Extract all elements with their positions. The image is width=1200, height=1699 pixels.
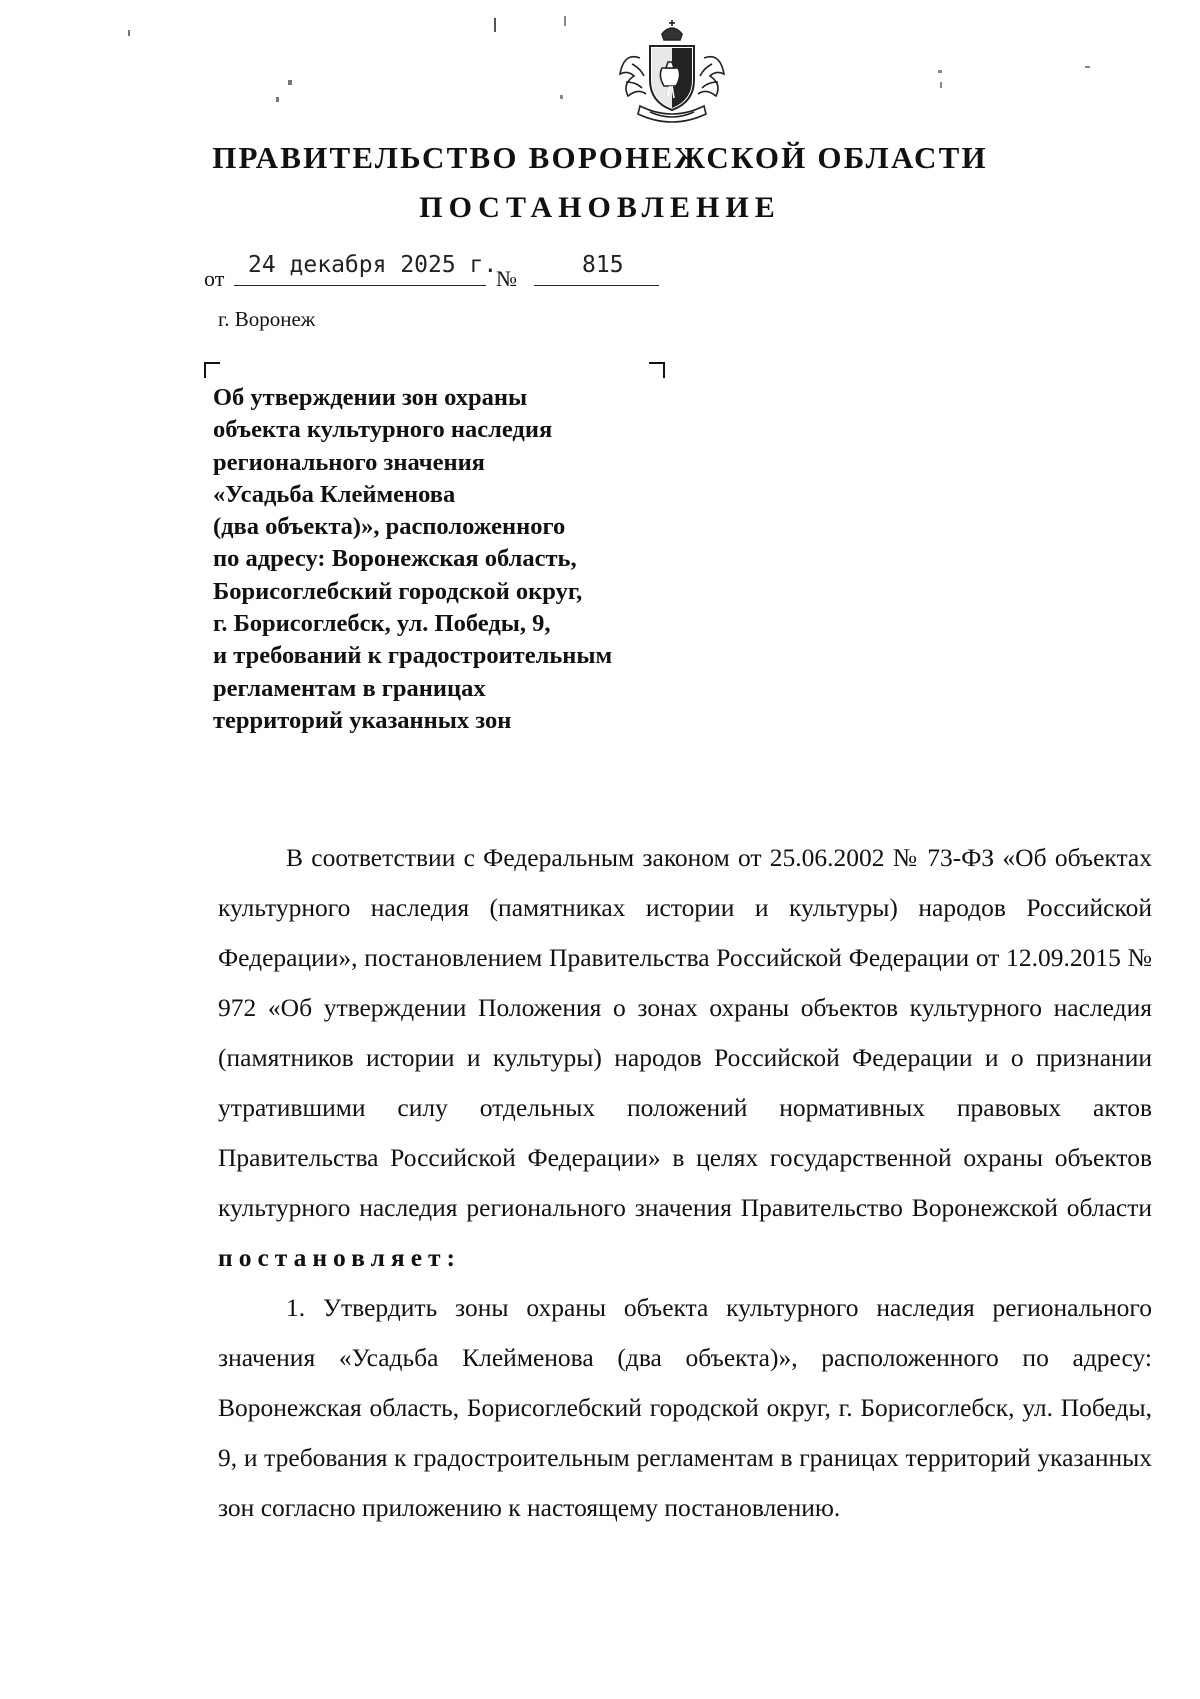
title-line: по адресу: Воронежская область, xyxy=(213,545,577,573)
title-line: объекта культурного наследия xyxy=(213,416,553,444)
city-name: г. Воронеж xyxy=(218,307,316,331)
title-line: Об утверждении зон охраны xyxy=(213,384,528,411)
document-number: 815 xyxy=(582,252,624,278)
date-underline xyxy=(234,285,486,286)
title-line: регионального значения xyxy=(213,448,485,476)
preamble-text: В соответствии с Федеральным законом от 25.06.2002 № 73-ФЗ «Об объектах культурного наследия (памятниках истории и культуры) народов Российской Федерации», постановлением Правительства Российской Федерации от 12.09.2015 № 972 «Об утверждении Положения о зонах охраны объектов культурного наследия (памятников истории и культуры) народов Российской Федерации и о признании утратившими силу отдельных положений нормативных правовых актов Правительства Российской Федерации» в целях государственной охраны объектов культурного наследия регионального значения Правительство Воронежской области xyxy=(218,843,1152,1222)
title-line: г. Борисоглебск, ул. Победы, 9, xyxy=(213,610,551,638)
preamble-paragraph xyxy=(218,833,1152,1283)
document-body xyxy=(218,833,1152,1533)
title-line: «Усадьба Клейменова xyxy=(213,480,456,508)
document-date: 24 декабря 2025 г. xyxy=(248,252,498,278)
title-corner-right-mark xyxy=(649,362,665,378)
title-corner-left-mark xyxy=(204,362,220,378)
decree-word: постановляет: xyxy=(218,1243,462,1272)
date-prefix: от xyxy=(204,266,225,291)
document-type: ПОСТАНОВЛЕНИЕ xyxy=(419,191,781,224)
voronezh-coat-of-arms-icon xyxy=(610,18,734,130)
date-number-line xyxy=(204,252,674,292)
title-line: и требований к градостроительным xyxy=(213,642,613,670)
title-line: регламентам в границах xyxy=(213,674,486,702)
item-1-paragraph: 1. Утвердить зоны охраны объекта культурного наследия регионального значения «Усадьба Клейменова (два объекта)», расположенного по адресу: Воронежская область, Борисоглебский городской округ, г. Борисоглебск, ул. Победы, 9, и требования к градостроительным регламентам в границах территорий указанных зон согласно приложению к настоящему постановлению. xyxy=(218,1293,1152,1522)
document-title xyxy=(213,382,733,737)
organization-name: ПРАВИТЕЛЬСТВО ВОРОНЕЖСКОЙ ОБЛАСТИ xyxy=(212,140,988,175)
number-underline xyxy=(534,285,659,286)
title-line: территорий указанных зон xyxy=(213,706,512,734)
title-line: (два объекта)», расположенного xyxy=(213,513,566,541)
number-sign: № xyxy=(496,266,517,291)
title-line: Борисоглебский городской округ, xyxy=(213,577,583,605)
